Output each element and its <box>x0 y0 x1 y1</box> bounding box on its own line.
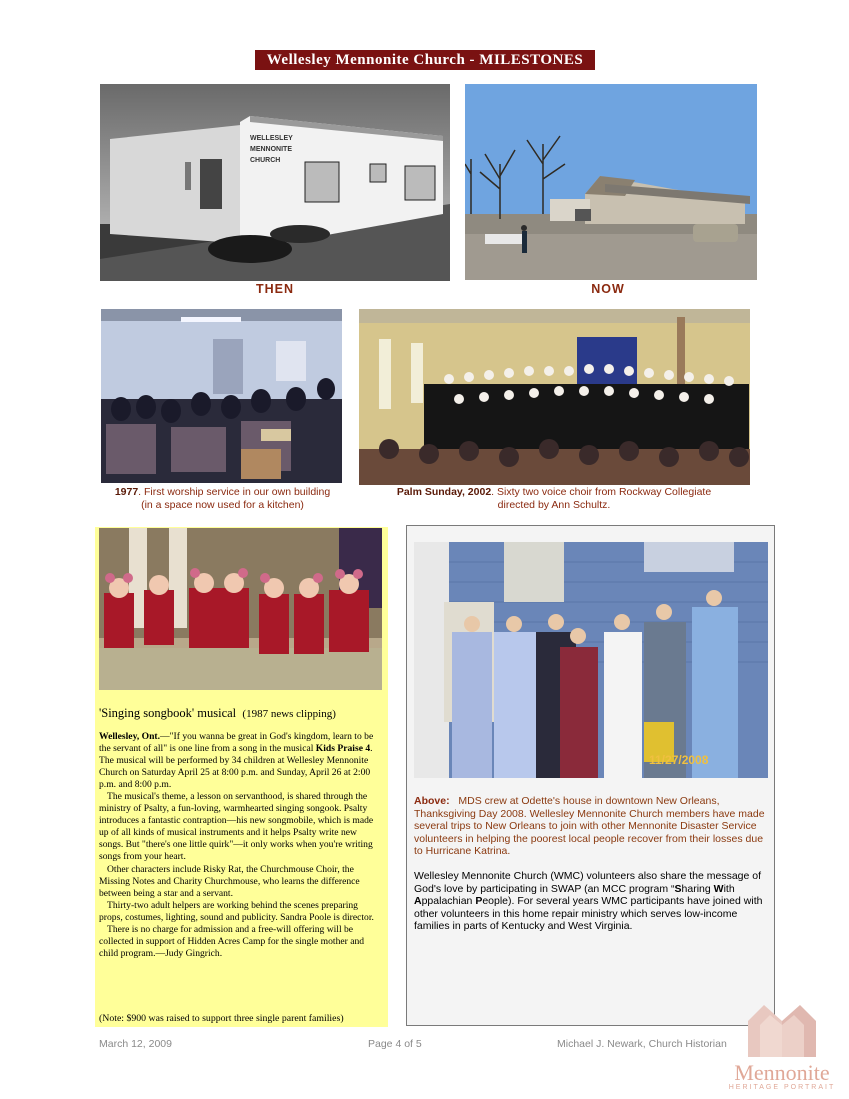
clipping-p1-b: . The musical will be performed by 34 children at Wellesley Mennonite Church on Saturday April 25 at 8:00 p.m. and Sunday, April 26 at 2:00 p.m. and 8:00 p.m. <box>99 743 373 791</box>
caption-2002-date: Palm Sunday, 2002 <box>396 486 492 498</box>
clipping-paragraph-5: There is no charge for admission and a free-will offering will be collected in support of Hidden Acres Camp for the single mother and child program.—Judy Gingrich. <box>99 923 365 959</box>
swap-text-a: Wellesley Mennonite Church (WMC) volunteers also share the message of God's love by participating in SWAP (an MCC program “ <box>414 870 762 895</box>
swap-paragraph <box>414 870 770 933</box>
swap-text-s3: ppalachian <box>421 895 476 908</box>
caption-2002 <box>368 486 740 512</box>
clipping-body <box>99 731 382 960</box>
clipping-dateline: Wellesley, Ont. <box>99 731 161 742</box>
mennonite-heritage-logo <box>720 1003 844 1095</box>
caption-1977-year: 1977 <box>114 486 139 498</box>
swap-letter-p: P <box>475 895 483 908</box>
clipping-paragraph-1 <box>99 731 382 791</box>
swap-text-s2: ith <box>723 882 735 895</box>
logo-name: Mennonite <box>734 1060 830 1085</box>
logo-subtitle: HERITAGE PORTRAIT <box>728 1084 836 1091</box>
page-title: Wellesley Mennonite Church - MILESTONES <box>255 50 595 70</box>
clipping-title-note: (1987 news clipping) <box>242 708 336 720</box>
caption-2002-text: . Sixty two voice choir from Rockway Collegiate <box>491 486 712 498</box>
first-service-photo <box>101 309 342 483</box>
logo-mark-icon <box>720 1003 844 1057</box>
swap-letter-a: A <box>414 895 422 908</box>
caption-2002-line2: directed by Ann Schultz. <box>497 499 611 511</box>
mds-caption <box>414 795 770 858</box>
clipping-title-text: 'Singing songbook' musical <box>99 706 237 720</box>
then-photo <box>100 84 450 281</box>
swap-letter-w: W <box>713 882 724 895</box>
clipping-paragraph-4: Thirty-two adult helpers are working behind the scenes preparing props, costumes, lighting, sound and publicity. Sandra Poole is director. <box>99 899 374 923</box>
now-photo <box>465 84 757 280</box>
then-label: THEN <box>255 282 295 296</box>
clipping-paragraph-3: Other characters include Risky Rat, the Churchmouse Choir, the Missing Notes and Charity Churchmouse, who learns the difference between being a star and a servant. <box>99 863 360 899</box>
mds-caption-text: MDS crew at Odette's house in downtown New Orleans, Thanksgiving Day 2008. Wellesley Mennonite Church members have made several trips to New Orleans to join with other Mennonite Disaster Service volunteers in helping the poorest local people recover from their losses due to Hurricane Katrina. <box>414 795 765 858</box>
swap-text-s4: eople). For several years WMC participants have joined with other volunteers in this home repair ministry which serves low-income families in parts of Kentucky and West Virginia. <box>414 895 763 933</box>
footer-date: March 12, 2009 <box>99 1038 172 1050</box>
swap-text-s1: haring <box>681 882 714 895</box>
clipping-p1-bold: Kids Praise 4 <box>315 743 371 755</box>
caption-1977-line2: (in a space now used for a kitchen) <box>141 499 304 511</box>
mds-caption-label: Above: <box>414 795 450 807</box>
footer-page-number: Page 4 of 5 <box>368 1038 422 1050</box>
choir-photo <box>359 309 750 485</box>
footer-author: Michael J. Newark, Church Historian <box>557 1038 727 1050</box>
mds-photo-date: 11/27/2008 <box>649 753 709 767</box>
mds-crew-photo <box>414 542 768 778</box>
swap-letter-s: S <box>674 882 682 895</box>
kids-musical-photo <box>99 528 382 690</box>
caption-1977-text: . First worship service in our own building <box>138 486 331 498</box>
church-sign-line-1: WELLESLEY <box>250 135 293 142</box>
clipping-note: (Note: $900 was raised to support three single parent families) <box>99 1013 344 1024</box>
clipping-title <box>99 706 336 721</box>
now-label: NOW <box>591 282 625 296</box>
church-sign-line-2: MENNONITE <box>250 146 292 153</box>
clipping-paragraph-2: The musical's theme, a lesson on servanthood, is shared through the ministry of Psalty, a fun-loving, warmhearted singing songook. Psalty introduces a fantastic contraption—his new songmobile, which is made up of all kinds of musical instruments and it helps Psalty write new songs. But "there's one little quirk"—it only works when you're writing songs from your heart. <box>99 791 374 863</box>
church-sign-line-3: CHURCH <box>250 157 281 164</box>
clipping-p1-a: —"If you wanna be great in God's kingdom, learn to be the servant of all" is one line from a song in the musical <box>99 731 374 755</box>
caption-1977 <box>100 486 345 512</box>
